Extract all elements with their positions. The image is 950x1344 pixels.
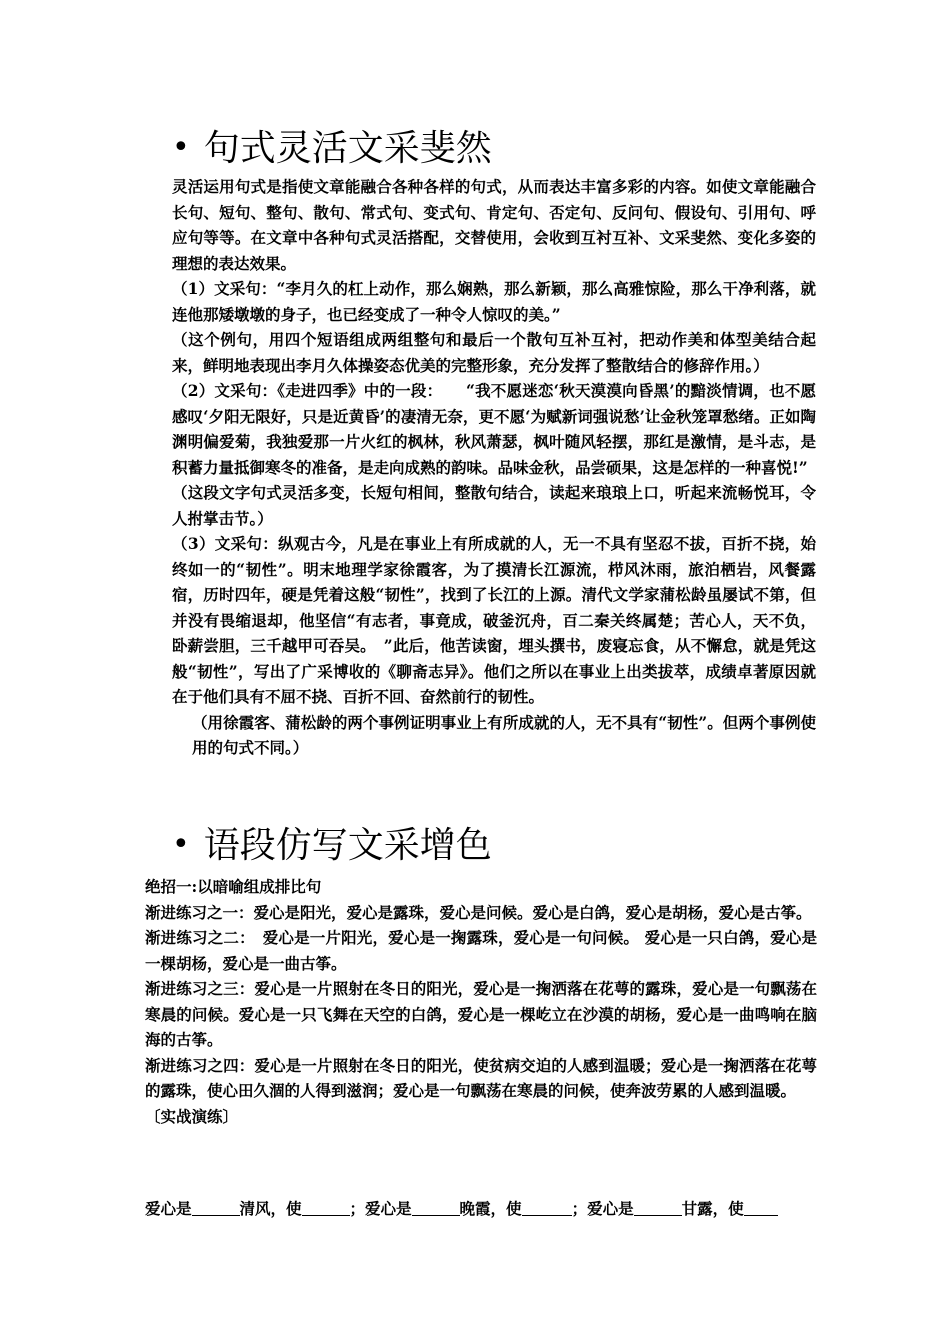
practice-step-3: 渐进练习之三：爱心是一片照射在冬日的阳光，爱心是一掬洒落在花萼的露珠，爱心是一句飘荡在寒晨的问候。爱心是一只飞舞在天空的白鸽，爱心是一棵屹立在沙漠的胡杨，爱心是一曲鸣响在脑海的古筝。 [145,979,817,1049]
practice-label: 〔实战演练〕 [145,1106,239,1126]
practice-step-1: 渐进练习之一：爱心是阳光，爱心是露珠，爱心是问候。爱心是白鸽，爱心是胡杨，爱心是古筝。 [145,902,812,922]
exercise-text-6: 甘露，使 [681,1199,744,1218]
section-1-body [172,174,816,761]
fill-blank[interactable] [522,1199,572,1216]
trick-title: 绝招一:以暗喻组成排比句 [145,877,322,896]
exercise-text-4: 晚霞，使 [459,1199,522,1218]
bullet-icon: • [172,827,190,862]
fill-blank[interactable] [412,1199,460,1216]
example-3-note: （用徐霞客、蒲松龄的两个事例证明事业上有所成就的人，无不具有“韧性”。但两个事例使用的句式不同。） [192,712,816,757]
fill-blank[interactable] [192,1199,240,1216]
fill-blank[interactable] [744,1199,778,1216]
section-heading-2-text: 语段仿写文采增色 [203,825,492,866]
example-2: （2）文采句：《走进四季》中的一段： “我不愿迷恋‘秋天漠漠向昏黑’的黯淡情调，也不愿感叹‘夕阳无限好，只是近黄昏’的凄清无奈，更不愿‘为赋新词强说愁’让金秋笼罩愁绪。正如陶渊明偏爱菊，我独爱那一片火红的枫林，秋风萧瑟，枫叶随风轻摆，那红是激情，是斗志，是积蓄力量抵御寒冬的准备，是走向成熟的韵味。品味金秋，品尝硕果，这是怎样的一种喜悦!” [172,381,816,477]
example-2-note: （这段文字句式灵活多变，长短句相间，整散句结合，读起来琅琅上口，听起来流畅悦耳，令人拊掌击节。） [172,483,816,528]
exercise-text-5: ；爱心是 [571,1199,634,1218]
example-1: （1）文采句：“李月久的杠上动作，那么娴熟，那么新颖，那么高雅惊险，那么干净利落，就连他那矮墩墩的身子，也已经变成了一种令人惊叹的美。” [172,279,816,324]
section-heading-1 [172,126,492,171]
exercise-text-1: 爱心是 [145,1199,192,1218]
example-1-note: （这个例句，用四个短语组成两组整句和最后一个散句互补互衬，把动作美和体型美结合起来，鲜明地表现出李月久体操姿态优美的完整形象，充分发挥了整散结合的修辞作用。） [172,330,816,375]
fill-blank[interactable] [302,1199,350,1216]
practice-step-2: 渐进练习之二： 爱心是一片阳光，爱心是一掬露珠，爱心是一句问候。 爱心是一只白鸽，爱心是一棵胡杨，爱心是一曲古筝。 [145,928,817,973]
exercise-line [145,1196,817,1222]
exercise-text-2: 清风，使 [239,1199,302,1218]
intro-paragraph: 灵活运用句式是指使文章能融合各种各样的句式，从而表达丰富多彩的内容。如使文章能融合长句、短句、整句、散句、常式句、变式句、肯定句、否定句、反问句、假设句、引用句、呼应句等等。在文章中各种句式灵活搭配，交替使用，会收到互衬互补、文采斐然、变化多姿的理想的表达效果。 [172,177,816,273]
section-2-body [145,874,817,1129]
bullet-icon: • [172,130,190,165]
practice-step-4: 渐进练习之四：爱心是一片照射在冬日的阳光，使贫病交迫的人感到温暖；爱心是一掬洒落在花萼的露珠，使心田久涸的人得到滋润；爱心是一句飘荡在寒晨的问候，使奔波劳累的人感到温暖。 [145,1055,817,1100]
section-heading-2 [172,823,492,868]
section-heading-1-text: 句式灵活文采斐然 [203,128,492,169]
example-3: （3）文采句：纵观古今，凡是在事业上有所成就的人，无一不具有坚忍不拔，百折不挠，始终如一的“韧性”。明末地理学家徐霞客，为了摸清长江源流，栉风沐雨，旅泊栖岩，风餐露宿，历时四年，硬是凭着这般“韧性”，找到了长江的上源。清代文学家蒲松龄虽屡试不第，但并没有畏缩退却，他坚信“有志者，事竟成，破釜沉舟，百二秦关终属楚；苦心人，天不负，卧薪尝胆，三千越甲可吞吴。 ”此后，他苦读窗，埋头撰书，废寝忘食，从不懈怠，就是凭这般“韧性”，写出了广采博收的《聊斋志异》。他们之所以在事业上出类拔萃，成绩卓著原因就在于他们具有不屈不挠、百折不回、奋然前行的韧性。 [172,534,816,706]
exercise-text-3: ；爱心是 [349,1199,412,1218]
fill-blank[interactable] [634,1199,682,1216]
